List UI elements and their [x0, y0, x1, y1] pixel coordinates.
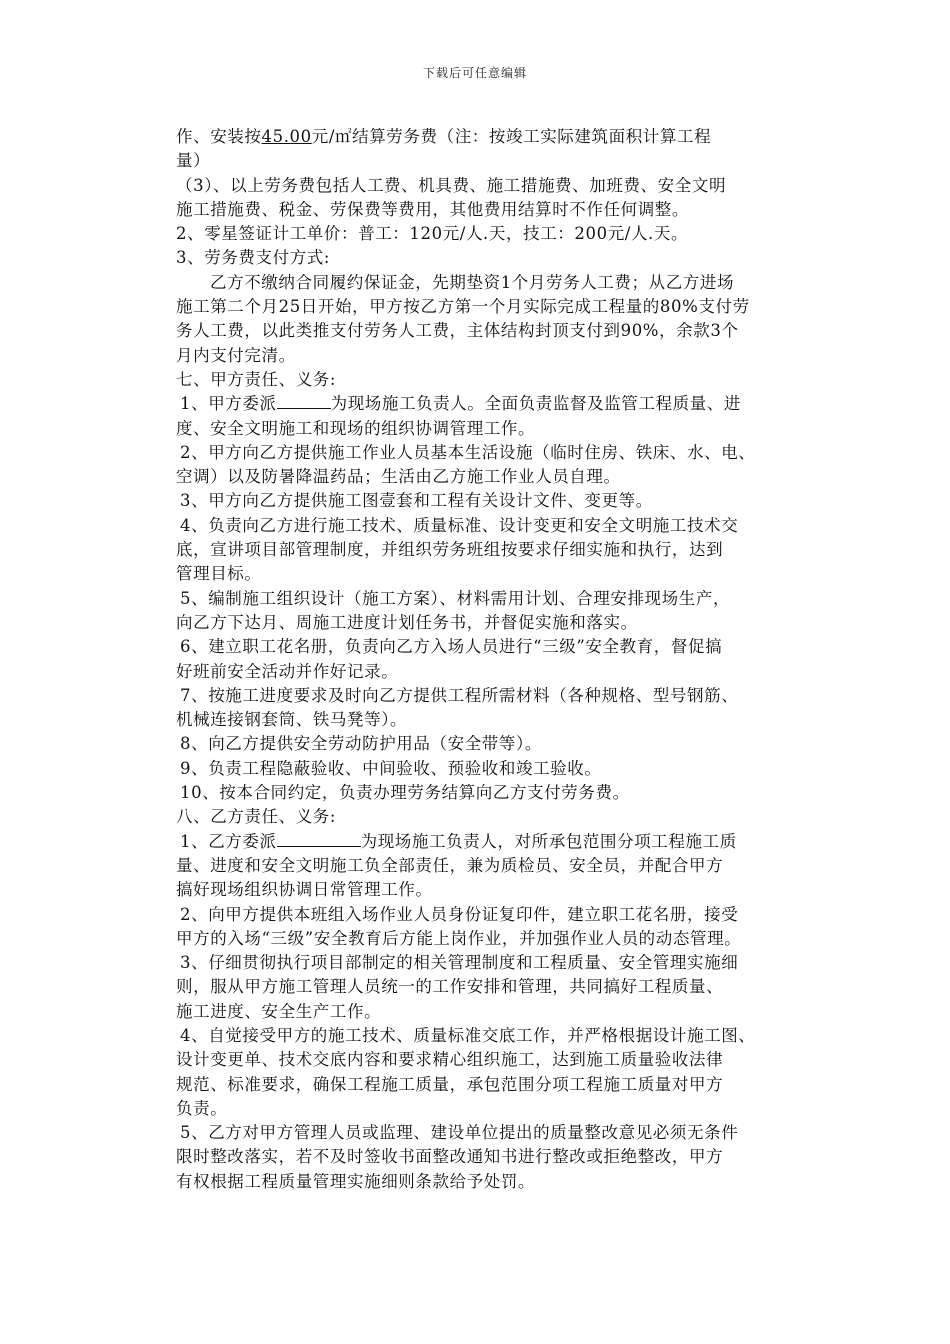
paragraph-line: 机械连接钢套筒、铁马凳等）。	[176, 710, 408, 730]
section-heading: 八、乙方责任、义务:	[176, 807, 337, 827]
paragraph-line: 设计变更单、技术交底内容和要求精心组织施工，达到施工质量验收法律	[176, 1050, 724, 1070]
paragraph-line: 则，服从甲方施工管理人员统一的工作安排和管理，共同搞好工程质量、	[176, 977, 724, 997]
paragraph-line: 3、仔细贯彻执行项目部制定的相关管理制度和工程质量、安全管理实施细	[180, 953, 739, 973]
section-heading: 七、甲方责任、义务:	[176, 369, 337, 389]
paragraph-line: 空调）以及防暑降温药品；生活由乙方施工作业人员自理。	[176, 467, 621, 487]
paragraph-line: 乙方不缴纳合同履约保证金，先期垫资1个月劳务人工费；从乙方进场	[210, 272, 735, 292]
paragraph-line: 5、乙方对甲方管理人员或监理、建设单位提出的质量整改意见必须无条件	[180, 1123, 739, 1143]
paragraph-line: 施工进度、安全生产工作。	[176, 1001, 382, 1021]
text-segment: 为现场施工负责人。全面负责监督及监管工程质量、进	[330, 394, 742, 414]
paragraph-line: 8、向乙方提供安全劳动防护用品（安全带等）。	[180, 734, 542, 754]
fill-in-blank	[277, 832, 361, 847]
paragraph-line: 施工措施费、税金、劳保费等费用，其他费用结算时不作任何调整。	[176, 199, 689, 219]
fill-in-blank	[277, 394, 331, 409]
paragraph-line: 限时整改落实，若不及时签收书面整改通知书进行整改或拒绝整改，甲方	[176, 1147, 724, 1167]
paragraph-line: 9、负责工程隐蔽验收、中间验收、预验收和竣工验收。	[180, 758, 602, 778]
paragraph-line: 规范、标准要求，确保工程施工质量，承包范围分项工程施工质量对甲方	[176, 1074, 724, 1094]
page-header-note: 下载后可任意编辑	[422, 66, 527, 80]
paragraph-line: 施工第二个月25日开始，甲方按乙方第一个月实际完成工程量的80%支付劳	[176, 297, 750, 317]
paragraph-line	[176, 125, 836, 149]
paragraph-line: 向乙方下达月、周施工进度计划任务书，并督促实施和落实。	[176, 612, 638, 632]
paragraph-line: 6、建立职工花名册，负责向乙方入场人员进行“三级”安全教育，督促搞	[180, 637, 723, 657]
paragraph-line: 2、向甲方提供本班组入场作业人员身份证复印件，建立职工花名册，接受	[180, 904, 739, 924]
section-heading: 3、劳务费支付方式:	[176, 248, 331, 268]
paragraph-line: 好班前安全活动并作好记录。	[176, 661, 399, 681]
text-segment: 元/㎡结算劳务费（注：按竣工实际建筑面积计算工程	[311, 127, 712, 146]
paragraph-line: 甲方的入场“三级”安全教育后方能上岗作业，并加强作业人员的动态管理。	[176, 928, 742, 948]
paragraph-line: 7、按施工进度要求及时向乙方提供工程所需材料（各种规格、型号钢筋、	[180, 685, 739, 705]
document-body	[176, 125, 836, 1194]
paragraph-line	[176, 830, 836, 854]
paragraph-line: （3）、以上劳务费包括人工费、机具费、施工措施费、加班费、安全文明	[176, 175, 727, 195]
paragraph-line: 2、甲方向乙方提供施工作业人员基本生活设施（临时住房、铁床、水、电、	[180, 442, 756, 462]
labor-price-value: 45.00	[261, 127, 312, 146]
paragraph-line: 度、安全文明施工和现场的组织协调管理工作。	[176, 418, 536, 438]
paragraph-line: 10、按本合同约定，负责办理劳务结算向乙方支付劳务费。	[180, 783, 630, 803]
paragraph-line: 管理目标。	[176, 564, 262, 584]
text-segment: 1、甲方委派	[180, 394, 277, 414]
paragraph-line: 搞好现场组织协调日常管理工作。	[176, 880, 433, 900]
paragraph-line: 有权根据工程质量管理实施细则条款给予处罚。	[176, 1171, 536, 1191]
paragraph-line: 量、进度和安全文明施工负全部责任，兼为质检员、安全员，并配合甲方	[176, 855, 724, 875]
text-segment: 为现场施工负责人，对所承包范围分项工程施工质	[360, 831, 737, 851]
paragraph-line	[176, 392, 836, 416]
paragraph-line: 底，宣讲项目部管理制度，并组织劳务班组按要求仔细实施和执行，达到	[176, 540, 724, 560]
paragraph-line: 4、自觉接受甲方的施工技术、质量标准交底工作，并严格根据设计施工图、	[180, 1025, 756, 1045]
text-segment: 1、乙方委派	[180, 831, 277, 851]
paragraph-line: 负责。	[176, 1098, 228, 1118]
paragraph-line: 4、负责向乙方进行施工技术、质量标准、设计变更和安全文明施工技术交	[180, 515, 739, 535]
text-segment: 作、安装按	[176, 127, 262, 146]
paragraph-line: 量）	[176, 151, 211, 171]
paragraph-line: 务人工费，以此类推支付劳务人工费，主体结构封顶支付到90%，余款3个	[176, 321, 739, 341]
paragraph-line: 5、编制施工组织设计（施工方案）、材料需用计划、合理安排现场生产，	[180, 588, 731, 608]
paragraph-line: 3、甲方向乙方提供施工图壹套和工程有关设计文件、变更等。	[180, 491, 653, 511]
paragraph-line: 月内支付完清。	[176, 345, 296, 365]
paragraph-line: 2、零星签证计工单价：普工：120元/人.天，技工：200元/人.天。	[176, 224, 689, 244]
